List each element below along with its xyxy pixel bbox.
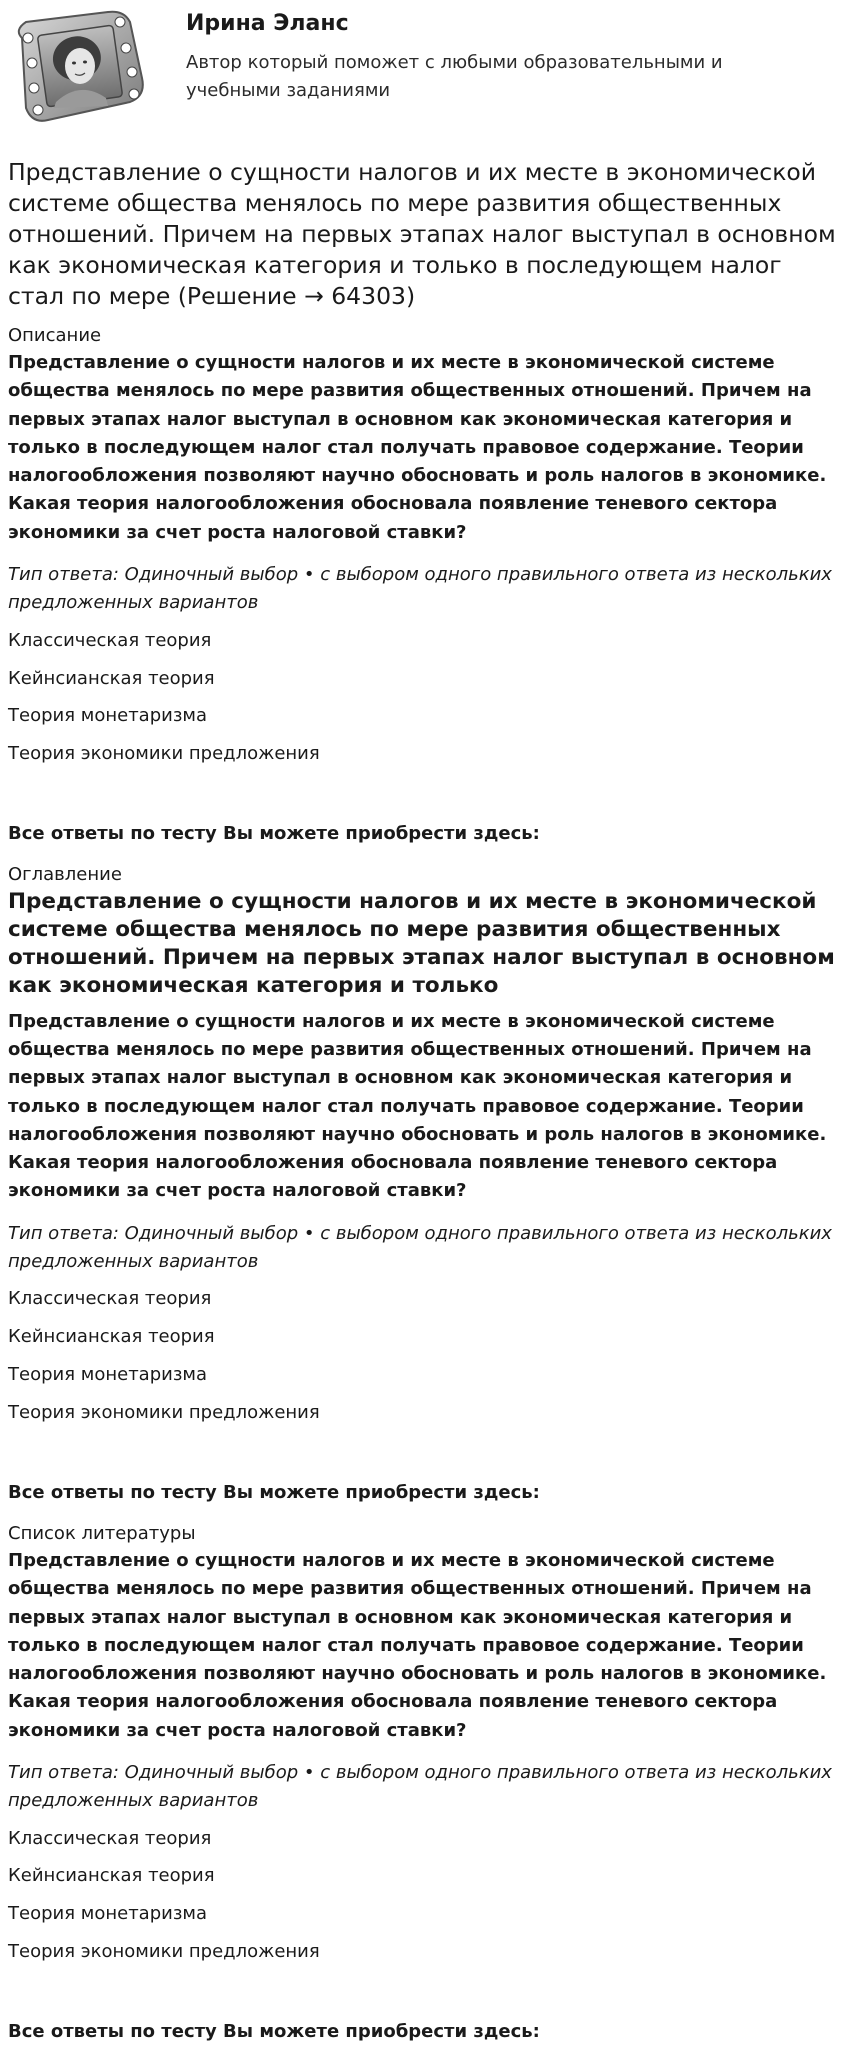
option-item: Теория монетаризма (8, 705, 208, 727)
question-text: Представление о сущности налогов и их месте в экономической системе общества менялось по мере развития общественных отношений. Причем на первых этапах налог выступал в основном как экономическая категория и только в последующем налог стал получать правовое содержание. Теории налогообложения позволяют научно обосновать и роль налогов в экономике. Какая теория налогообложения обосновала появление теневого сектора экономики за счет роста налоговой ставки? (8, 352, 827, 543)
option-item: Классическая теория (8, 629, 212, 651)
section-toc (8, 861, 839, 1506)
buy-answers-link[interactable]: Все ответы по тесту Вы можете приобрести здесь: (8, 2021, 540, 2043)
author-description-line-1: Автор который поможет с любыми образовательными и (186, 51, 723, 73)
buy-answers-link[interactable]: Все ответы по тесту Вы можете приобрести здесь: (8, 1482, 540, 1504)
option-item: Теория монетаризма (8, 1903, 208, 1925)
option-item: Теория экономики предложения (8, 1941, 320, 1963)
section-label-references: Список литературы (8, 1523, 196, 1545)
page-title: Представление о сущности налогов и их месте в экономической системе общества менялось по мере развития общественных отношений. Причем на первых этапах налог выступал в основном как экономическая категория и только в последующем налог стал по мере (Решение → 64303) (8, 158, 836, 311)
section-description (8, 322, 839, 847)
film-frame-avatar-icon (8, 8, 148, 126)
section-label-description: Описание (8, 325, 102, 347)
buy-answers-link[interactable]: Все ответы по тесту Вы можете приобрести здесь: (8, 823, 540, 845)
toc-title: Представление о сущности налогов и их месте в экономической системе общества менялось по мере развития общественных отношений. Причем на первых этапах налог выступал в основном как экономическая категория и только (8, 889, 835, 998)
option-item: Кейнсианская теория (8, 667, 215, 689)
author-info (186, 8, 723, 106)
question-text: Представление о сущности налогов и их месте в экономической системе общества менялось по мере развития общественных отношений. Причем на первых этапах налог выступал в основном как экономическая категория и только в последующем налог стал получать правовое содержание. Теории налогообложения позволяют научно обосновать и роль налогов в экономике. Какая теория налогообложения обосновала появление теневого сектора экономики за счет роста налоговой ставки? (8, 1010, 827, 1202)
answer-type: Тип ответа: Одиночный выбор • с выбором одного правильного ответа из нескольких предложенных вариантов (8, 563, 832, 613)
option-item: Классическая теория (8, 1827, 212, 1849)
answer-type: Тип ответа: Одиночный выбор • с выбором одного правильного ответа из нескольких предложенных вариантов (8, 1222, 832, 1272)
option-item: Классическая теория (8, 1288, 212, 1310)
author-name[interactable]: Ирина Эланс (186, 11, 349, 36)
section-label-toc: Оглавление (8, 864, 122, 886)
answer-type: Тип ответа: Одиночный выбор • с выбором одного правильного ответа из нескольких предложенных вариантов (8, 1761, 832, 1811)
option-item: Теория монетаризма (8, 1364, 208, 1386)
section-references (8, 1520, 839, 2045)
author-card (8, 0, 839, 138)
option-item: Теория экономики предложения (8, 1402, 320, 1424)
author-description (186, 49, 723, 107)
option-item: Кейнсианская теория (8, 1865, 215, 1887)
option-item: Теория экономики предложения (8, 743, 320, 765)
option-item: Кейнсианская теория (8, 1326, 215, 1348)
author-description-line-2: учебными заданиями (186, 80, 391, 102)
question-text: Представление о сущности налогов и их месте в экономической системе общества менялось по мере развития общественных отношений. Причем на первых этапах налог выступал в основном как экономическая категория и только в последующем налог стал получать правовое содержание. Теории налогообложения позволяют научно обосновать и роль налогов в экономике. Какая теория налогообложения обосновала появление теневого сектора экономики за счет роста налоговой ставки? (8, 1550, 827, 1741)
author-avatar[interactable] (8, 8, 148, 126)
